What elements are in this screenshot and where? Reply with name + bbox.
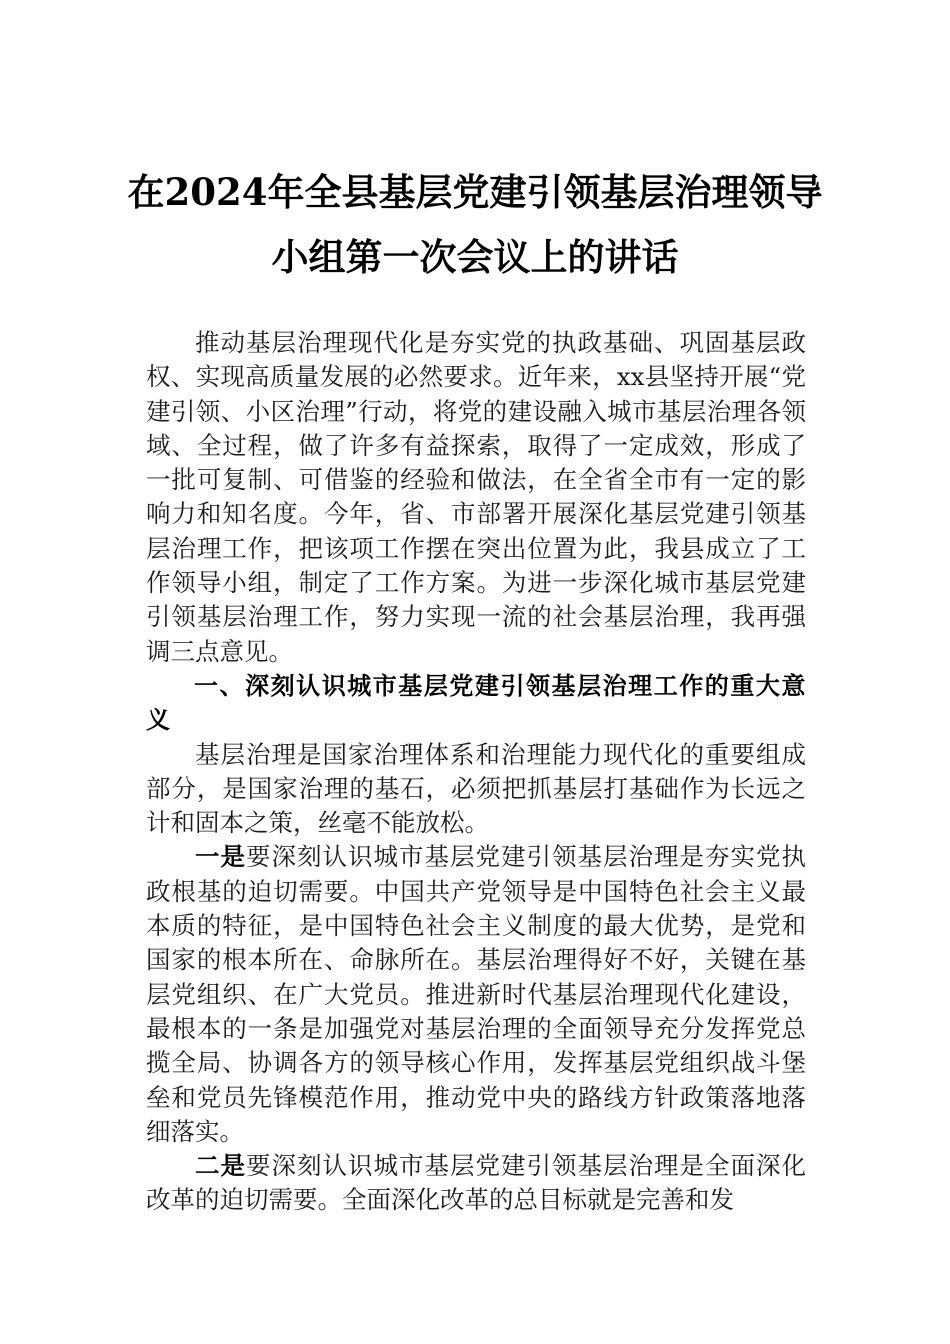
section1-paragraph: 基层治理是国家治理体系和治理能力现代化的重要组成部分，是国家治理的基石，必须把抓基层打基础作为长远之计和固本之策，丝毫不能放松。 xyxy=(146,739,806,838)
point-1-text: 要深刻认识城市基层党建引领基层治理是夯实党执政根基的迫切需要。中国共产党领导是中国特色社会主义最本质的特征，是中国特色社会主义制度的最大优势，是党和国家的根本所在、命脉所在。基层治理得好不好，关键在基层党组织、在广大党员。推进新时代基层治理现代化建设，最根本的一条是加强党对基层治理的全面领导充分发挥党总揽全局、协调各方的领导核心作用，发挥基层党组织战斗堡垒和党员先锋模范作用，推动党中央的路线方针政策落地落细落实。 xyxy=(146,842,806,1146)
point-2-text: 要深刻认识城市基层党建引领基层治理是全面深化改革的迫切需要。全面深化改革的总目标就是完善和发 xyxy=(146,1151,806,1215)
section-heading-1: 一、深刻认识城市基层党建引领基层治理工作的重大意义 xyxy=(146,671,806,735)
document-body xyxy=(146,326,806,1218)
point-2-paragraph xyxy=(146,1149,806,1218)
point-1-paragraph xyxy=(146,840,806,1149)
point-2-lead: 二是 xyxy=(195,1151,246,1181)
document-title-line-2: 小组第一次会议上的讲话 xyxy=(271,235,679,279)
document-title-line-1: 在2024年全县基层党建引领基层治理领导 xyxy=(127,170,823,214)
intro-paragraph: 推动基层治理现代化是夯实党的执政基础、巩固基层政权、实现高质量发展的必然要求。近年来，xx县坚持开展“党建引领、小区治理”行动，将党的建设融入城市基层治理各领域、全过程，做了许多有益探索，取得了一定成效，形成了一批可复制、可借鉴的经验和做法，在全省全市有一定的影响力和知名度。今年，省、市部署开展深化基层党建引领基层治理工作，把该项工作摆在突出位置为此，我县成立了工作领导小组，制定了工作方案。为进一步深化城市基层党建引领基层治理工作，努力实现一流的社会基层治理，我再强调三点意见。 xyxy=(146,328,806,666)
point-1-lead: 一是 xyxy=(195,842,246,872)
